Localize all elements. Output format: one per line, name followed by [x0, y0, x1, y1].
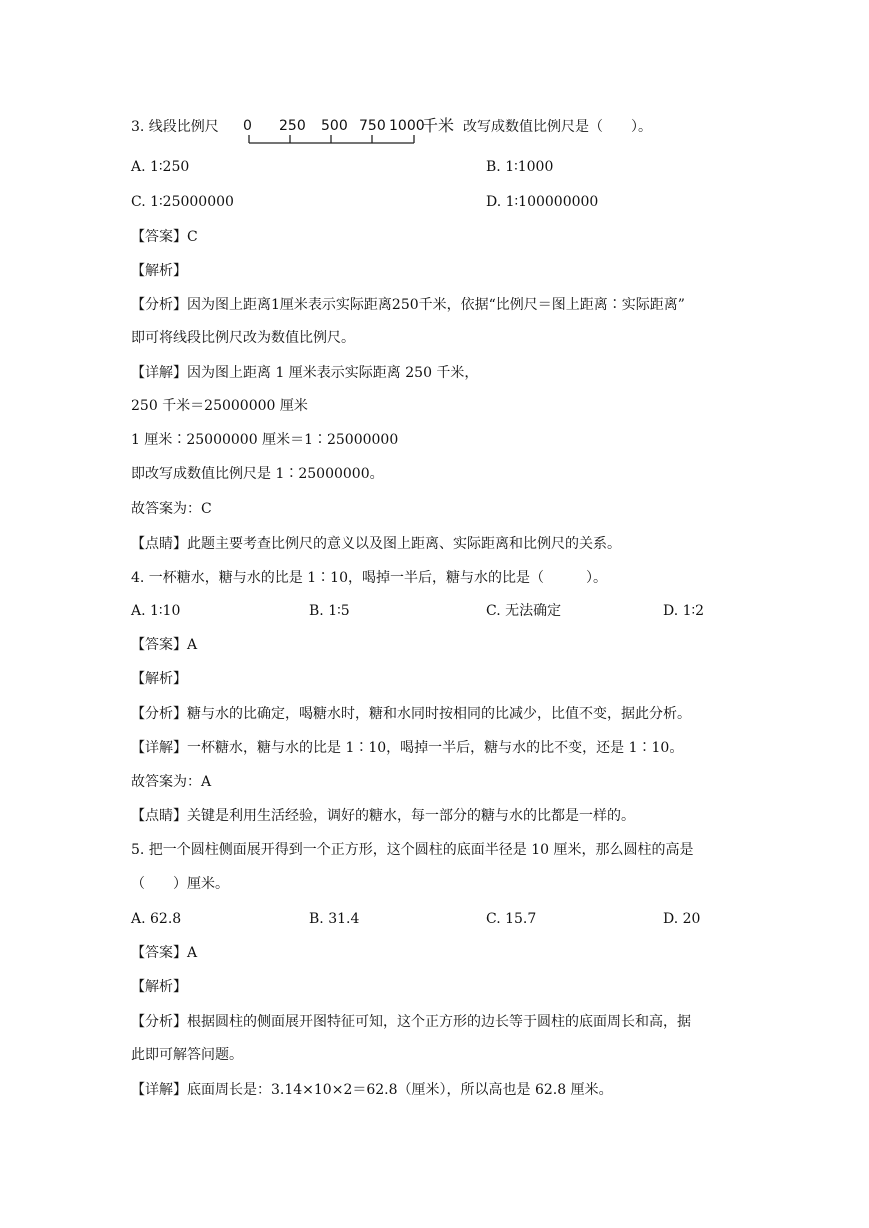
scale-label-1000: 1000: [389, 118, 425, 134]
q4-fenxi: 【分析】糖与水的比确定，喝糖水时，糖和水同时按相同的比减少，比值不变，据此分析。: [131, 706, 691, 722]
q5-option-c: C. 15.7: [486, 911, 537, 927]
q3-detail-line2: 250 千米＝25000000 厘米: [131, 398, 308, 414]
q3-fenxi-line1: 【分析】因为图上距离1厘米表示实际距离250千米，依据“比例尺＝图上距离∶实际距离”: [131, 297, 685, 313]
q4-option-c: C. 无法确定: [486, 603, 562, 619]
scale-label-500: 500: [321, 118, 348, 134]
q5-fenxi-line2: 此即可解答问题。: [131, 1047, 243, 1063]
q4-answer: 【答案】A: [131, 637, 198, 653]
q3-option-d: D. 1∶100000000: [486, 194, 599, 210]
q4-comment: 【点睛】关键是利用生活经验，调好的糖水，每一部分的糖与水的比都是一样的。: [131, 808, 635, 824]
q4-option-a: A. 1∶10: [131, 603, 181, 619]
q3-fenxi-line2: 即可将线段比例尺改为数值比例尺。: [131, 330, 355, 346]
q3-answer: 【答案】C: [131, 229, 198, 245]
q3-option-c: C. 1∶25000000: [131, 194, 234, 210]
q4-conclusion: 故答案为：A: [131, 774, 212, 790]
q4-option-d: D. 1∶2: [663, 603, 705, 619]
q3-detail-line1: 【详解】因为图上距离 1 厘米表示实际距离 250 千米，: [131, 365, 479, 381]
scale-label-750: 750: [359, 118, 386, 134]
scale-unit: 千米: [422, 116, 455, 135]
q3-detail-line3: 1 厘米∶25000000 厘米＝1∶25000000: [131, 432, 399, 448]
q3-analysis-title: 【解析】: [131, 263, 187, 279]
q5-stem-line1: 5. 把一个圆柱侧面展开得到一个正方形，这个圆柱的底面半径是 10 厘米，那么圆柱的高是: [131, 842, 694, 858]
q5-option-d: D. 20: [663, 911, 701, 927]
q3-conclusion: 故答案为：C: [131, 501, 212, 517]
q5-detail: 【详解】底面周长是：3.14×10×2＝62.8（厘米），所以高也是 62.8 厘米。: [131, 1082, 613, 1098]
q5-fenxi-line1: 【分析】根据圆柱的侧面展开图特征可知，这个正方形的边长等于圆柱的底面周长和高，据: [131, 1014, 691, 1030]
q3-option-b: B. 1∶1000: [486, 159, 554, 175]
q3-detail-line4: 即改写成数值比例尺是 1∶25000000。: [131, 466, 384, 482]
scale-label-250: 250: [279, 118, 306, 134]
q5-stem-line2: （ ）厘米。: [131, 876, 229, 892]
q4-analysis-title: 【解析】: [131, 671, 187, 687]
q3-option-a: A. 1∶250: [131, 159, 190, 175]
q4-detail: 【详解】一杯糖水，糖与水的比是 1∶10，喝掉一半后，糖与水的比不变，还是 1∶10。: [131, 740, 684, 756]
q4-stem: 4. 一杯糖水，糖与水的比是 1∶10，喝掉一半后，糖与水的比是（ ）。: [131, 570, 607, 586]
q5-option-b: B. 31.4: [309, 911, 360, 927]
q3-stem-prefix: 3. 线段比例尺: [131, 119, 219, 135]
q3-stem-suffix: 改写成数值比例尺是（ ）。: [463, 119, 652, 135]
scale-bar: [241, 117, 459, 149]
q3-comment: 【点睛】此题主要考查比例尺的意义以及图上距离、实际距离和比例尺的关系。: [131, 536, 621, 552]
q5-option-a: A. 62.8: [131, 911, 182, 927]
line-segment-scale: [241, 117, 459, 149]
q4-option-b: B. 1∶5: [309, 603, 350, 619]
q5-answer: 【答案】A: [131, 945, 198, 961]
q5-analysis-title: 【解析】: [131, 979, 187, 995]
scale-label-0: 0: [243, 118, 252, 134]
